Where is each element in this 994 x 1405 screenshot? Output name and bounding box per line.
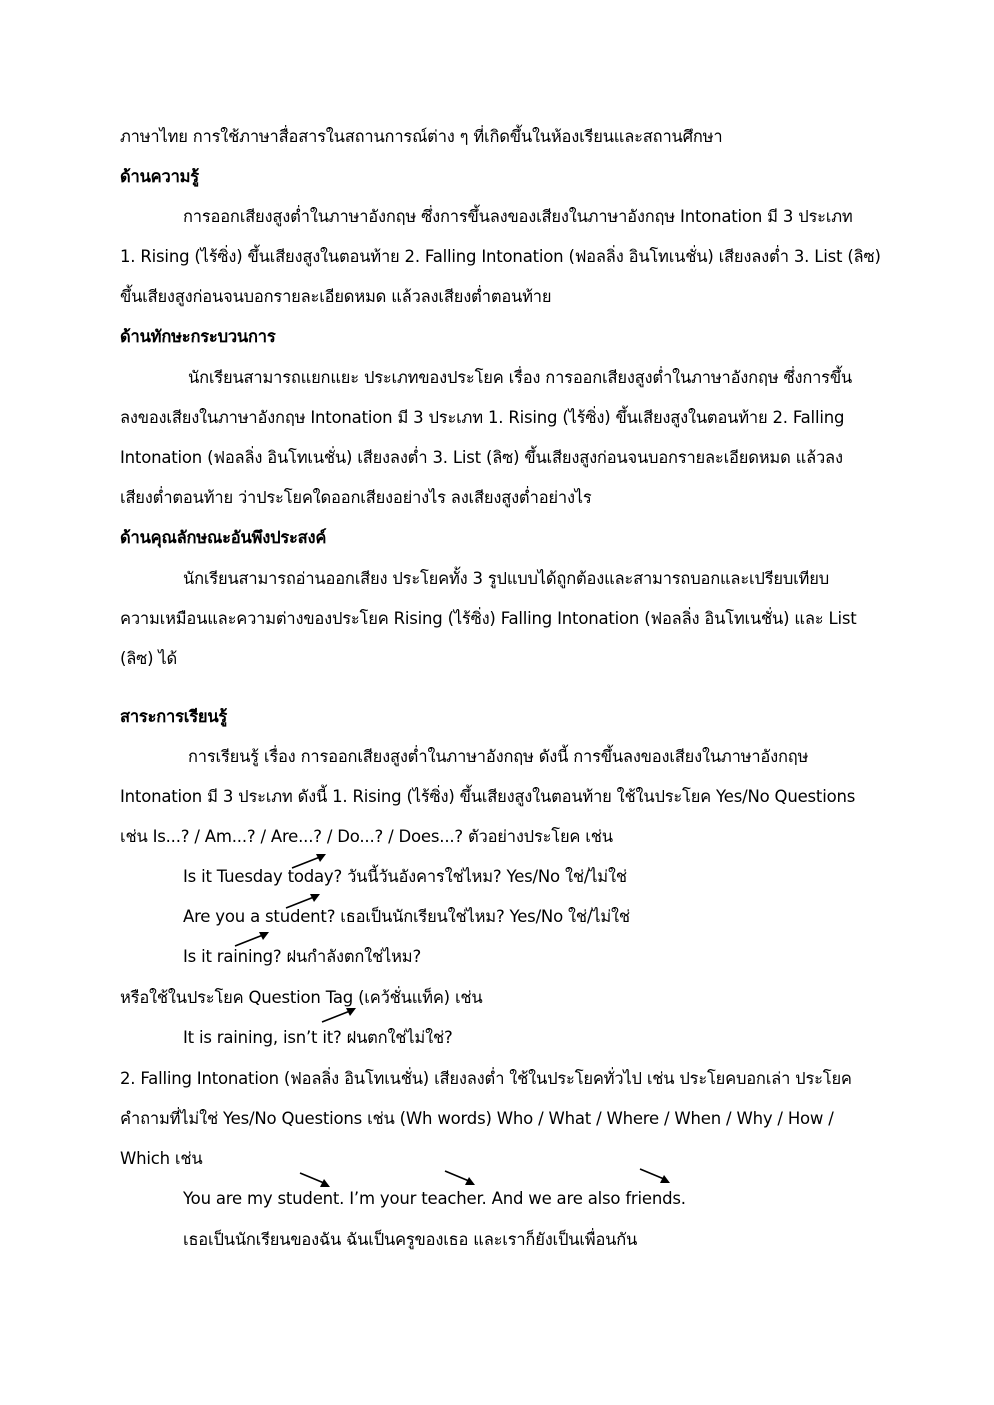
example-sentence: It is raining, isn’t it? ฝนตกใช่ไม่ใช่? xyxy=(183,1028,453,1047)
paragraph-line: Which เช่น xyxy=(120,1149,203,1168)
arrow-down-right-icon xyxy=(298,1170,338,1190)
intro-line: ภาษาไทย การใช้ภาษาสื่อสารในสถานการณ์ต่าง ๆ ที่เกิดขึ้นในห้องเรียนและสถานศึกษา xyxy=(120,127,723,146)
paragraph-line: ความเหมือนและความต่างของประโยค Rising (ไร้ซิ่ง) Falling Intonation (ฟอลลิ่ง อินโทเนชั่น) และ List xyxy=(120,609,857,628)
paragraph-line: นักเรียนสามารถอ่านออกเสียง ประโยคทั้ง 3 รูปแบบได้ถูกต้องและสามารถบอกและเปรียบเทียบ xyxy=(183,569,829,588)
paragraph-line: นักเรียนสามารถแยกแยะ ประเภทของประโยค เรื่อง การออกเสียงสูงต่ำในภาษาอังกฤษ ซึ่งการขึ้น xyxy=(188,368,853,387)
heading-knowledge: ด้านความรู้ xyxy=(120,167,199,186)
paragraph-line: Intonation มี 3 ประเภท ดังนี้ 1. Rising (ไร้ซิ่ง) ขึ้นเสียงสูงในตอนท้าย ใช้ในประโยค Yes/No Questions xyxy=(120,787,856,806)
paragraph-line: การเรียนรู้ เรื่อง การออกเสียงสูงต่ำในภาษาอังกฤษ ดังนี้ การขึ้นลงของเสียงในภาษาอังกฤษ xyxy=(188,747,809,766)
example-sentence: Is it raining? ฝนกำลังตกใช่ไหม? xyxy=(183,947,422,966)
paragraph-line: ขึ้นเสียงสูงก่อนจนบอกรายละเอียดหมด แล้วลงเสียงต่ำตอนท้าย xyxy=(120,287,552,306)
heading-skills: ด้านทักษะกระบวนการ xyxy=(120,327,276,346)
paragraph-line: คำถามที่ไม่ใช่ Yes/No Questions เช่น (Wh words) Who / What / Where / When / Why / How / xyxy=(120,1109,834,1128)
heading-attributes: ด้านคุณลักษณะอันพึงประสงค์ xyxy=(120,528,327,547)
paragraph-line: เช่น Is...? / Am...? / Are...? / Do...? / Does...? ตัวอย่างประโยค เช่น xyxy=(120,827,613,846)
paragraph-line: เสียงต่ำตอนท้าย ว่าประโยคใดออกเสียงอย่างไร ลงเสียงสูงต่ำอย่างไร xyxy=(120,488,592,507)
paragraph-line: 1. Rising (ไร้ซิ่ง) ขึ้นเสียงสูงในตอนท้าย 2. Falling Intonation (ฟอลลิ่ง อินโทเนชั่น) เสียงลงต่ำ 3. List (ลิซ) xyxy=(120,247,881,266)
example-sentence: You are my student. I’m your teacher. And we are also friends. xyxy=(183,1189,686,1208)
example-sentence: Are you a student? เธอเป็นนักเรียนใช่ไหม? Yes/No ใช่/ไม่ใช่ xyxy=(183,907,630,926)
arrow-up-right-icon xyxy=(320,1006,360,1026)
example-translation: เธอเป็นนักเรียนของฉัน ฉันเป็นครูของเธอ และเราก็ยังเป็นเพื่อนกัน xyxy=(183,1230,638,1249)
paragraph-line: (ลิซ) ได้ xyxy=(120,649,178,668)
arrow-down-right-icon xyxy=(638,1166,678,1186)
paragraph-line: ลงของเสียงในภาษาอังกฤษ Intonation มี 3 ประเภท 1. Rising (ไร้ซิ่ง) ขึ้นเสียงสูงในตอนท้าย 2. Falling xyxy=(120,408,845,427)
arrow-down-right-icon xyxy=(443,1168,483,1188)
heading-learning-content: สาระการเรียนรู้ xyxy=(120,707,228,726)
paragraph-line: การออกเสียงสูงต่ำในภาษาอังกฤษ ซึ่งการขึ้นลงของเสียงในภาษาอังกฤษ Intonation มี 3 ประเภท xyxy=(183,207,853,226)
paragraph-line: Intonation (ฟอลลิ่ง อินโทเนชั่น) เสียงลงต่ำ 3. List (ลิซ) ขึ้นเสียงสูงก่อนจนบอกรายละเอียดหมด แล้วลง xyxy=(120,448,843,467)
example-sentence: Is it Tuesday today? วันนี้วันอังคารใช่ไหม? Yes/No ใช่/ไม่ใช่ xyxy=(183,867,627,886)
paragraph-line: หรือใช้ในประโยค Question Tag (เคว้ชั่นแท็ค) เช่น xyxy=(120,988,483,1007)
paragraph-line: 2. Falling Intonation (ฟอลลิ่ง อินโทเนชั่น) เสียงลงต่ำ ใช้ในประโยคทั่วไป เช่น ประโยคบอกเล่า ประโยค xyxy=(120,1069,852,1088)
